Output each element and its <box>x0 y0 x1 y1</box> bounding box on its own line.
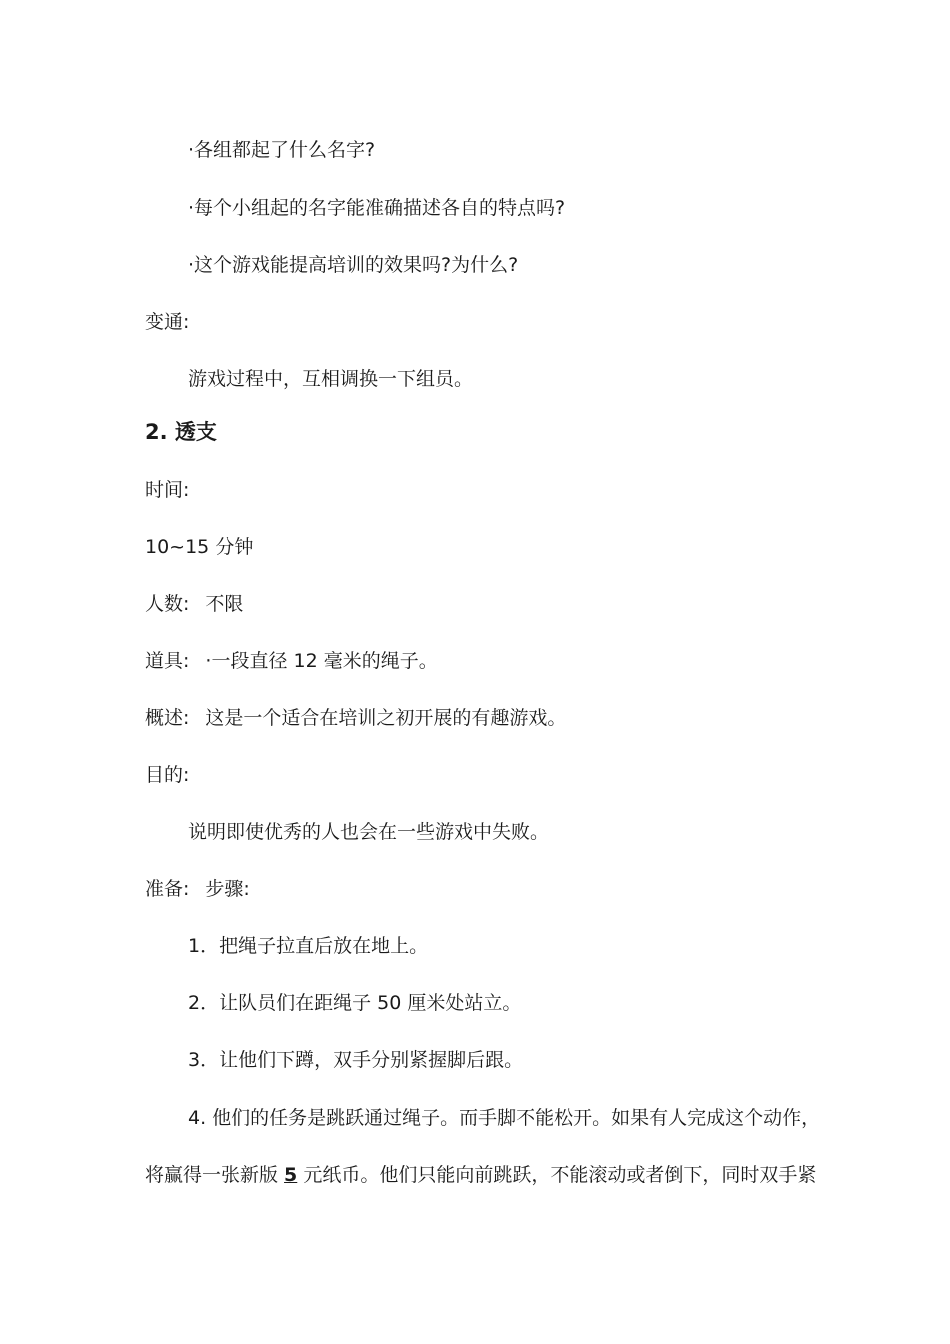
question-item: ·每个小组起的名字能准确描述各自的特点吗? <box>188 197 566 219</box>
prep-steps-row <box>145 877 250 901</box>
step-continuation <box>145 1163 816 1187</box>
props-row <box>145 649 438 673</box>
step-item: 1．把绳子拉直后放在地上。 <box>188 935 429 957</box>
variation-text: 游戏过程中，互相调换一下组员。 <box>188 368 474 390</box>
time-value: 10~15 分钟 <box>145 536 254 558</box>
steps-label: 步骤: <box>205 878 250 900</box>
question-item: ·这个游戏能提高培训的效果吗?为什么? <box>188 254 519 276</box>
props-value: ·一段直径 12 毫米的绳子。 <box>205 650 438 672</box>
overview-value: 这是一个适合在培训之初开展的有趣游戏。 <box>205 707 567 729</box>
continuation-suffix: 元纸币。他们只能向前跳跃，不能滚动或者倒下，同时双手紧 <box>297 1164 817 1186</box>
purpose-label: 目的: <box>145 764 190 786</box>
step-item: 3．让他们下蹲，双手分别紧握脚后跟。 <box>188 1049 524 1071</box>
people-value: 不限 <box>205 593 244 615</box>
purpose-value: 说明即使优秀的人也会在一些游戏中失败。 <box>188 821 550 843</box>
overview-label: 概述: <box>145 707 190 729</box>
continuation-prefix: 将赢得一张新版 <box>145 1164 285 1186</box>
variation-label: 变通: <box>145 311 190 333</box>
question-item: ·各组都起了什么名字? <box>188 139 376 161</box>
people-row <box>145 592 243 616</box>
people-label: 人数: <box>145 593 190 615</box>
time-label: 时间: <box>145 479 190 501</box>
step-item: 4. 他们的任务是跳跃通过绳子。而手脚不能松开。如果有人完成这个动作， <box>188 1107 821 1129</box>
prep-label: 准备: <box>145 878 190 900</box>
overview-row <box>145 706 566 730</box>
banknote-value: 5 <box>284 1164 298 1186</box>
props-label: 道具: <box>145 650 190 672</box>
section-heading: 2. 透支 <box>145 420 217 444</box>
step-item: 2．让队员们在距绳子 50 厘米处站立。 <box>188 992 522 1014</box>
